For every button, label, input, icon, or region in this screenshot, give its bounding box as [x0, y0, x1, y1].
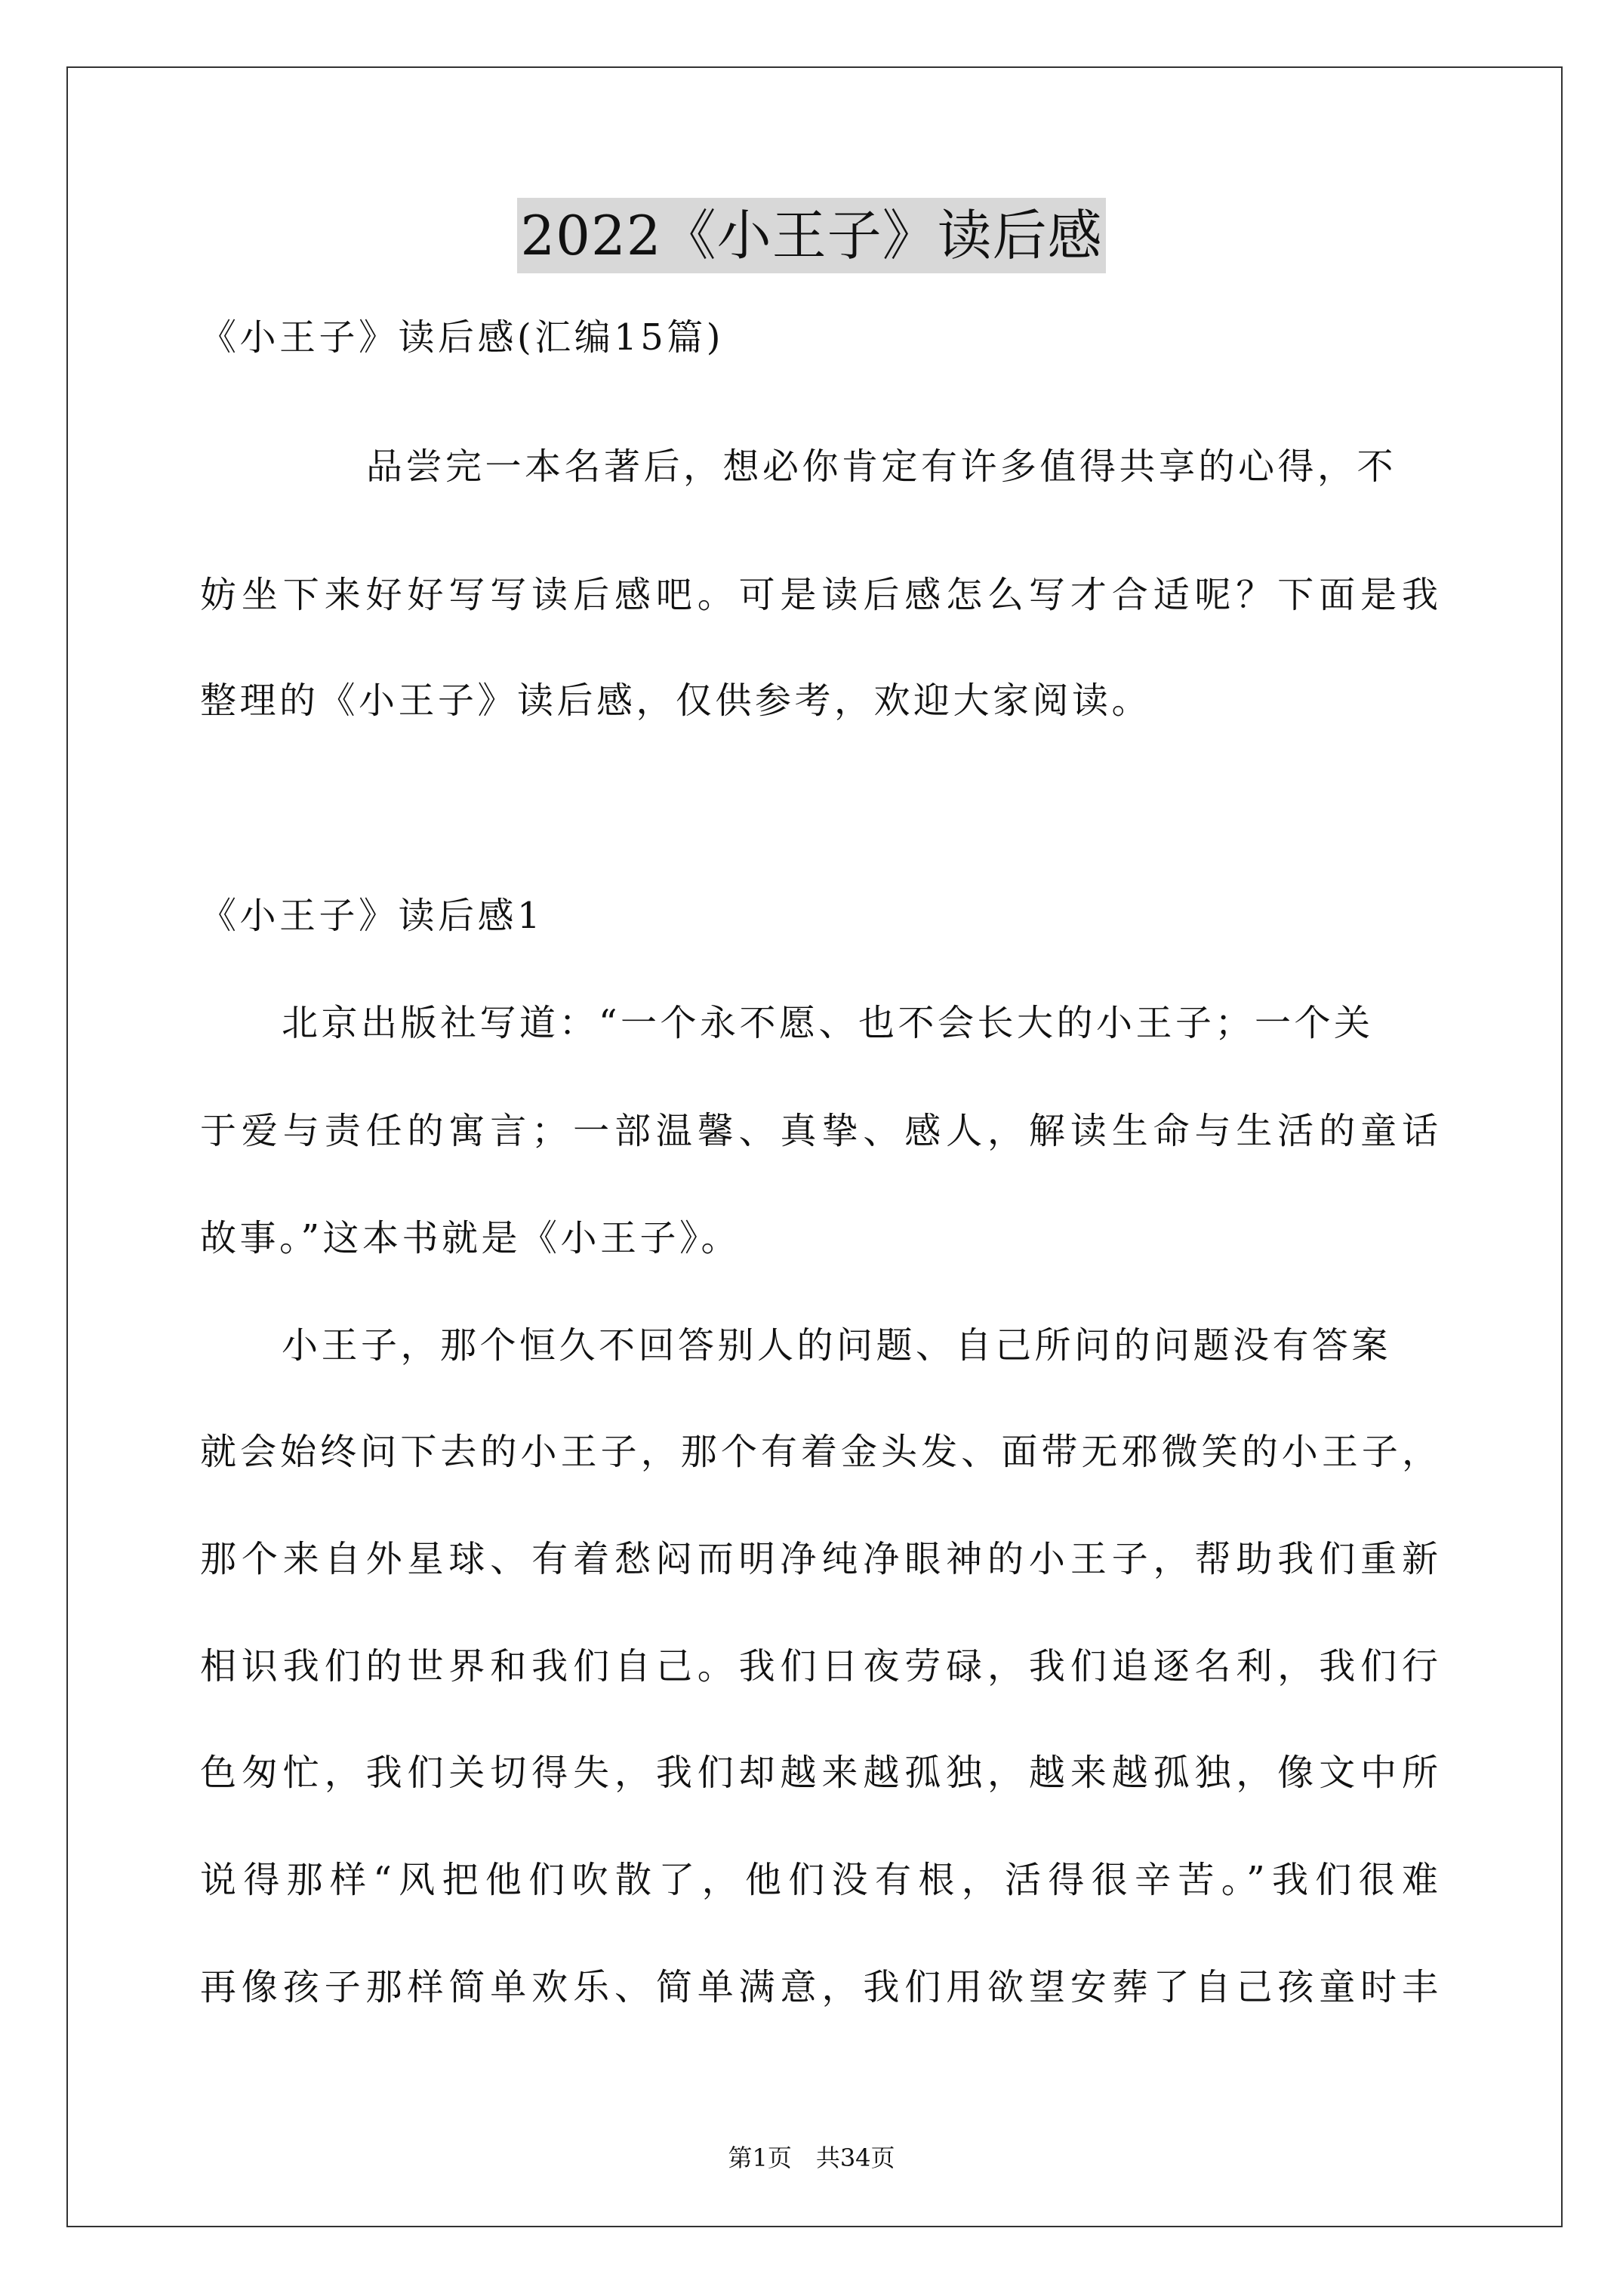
paragraph2-line-1: 小王子，那个恒久不回答别人的问题、自己所问的问题没有答案 [282, 1324, 1392, 1367]
paragraph2-line-6: 说得那样“风把他们吹散了，他们没有根，活得很辛苦。”我们很难 [200, 1859, 1438, 1901]
intro-line-1: 品尝完一本名著后，想必你肯定有许多值得共享的心得，不 [366, 445, 1397, 488]
paragraph1-line-2: 于爱与责任的寓言；一部温馨、真挚、感人，解读生命与生活的童话 [200, 1110, 1438, 1152]
paragraph1-line-1: 北京出版社写道：“一个永不愿、也不会长大的小王子；一个关 [282, 1002, 1374, 1044]
section-heading: 《小王子》读后感1 [200, 895, 544, 937]
page-footer: 第1页 共34页 [728, 2143, 895, 2172]
title-container [0, 198, 1623, 273]
intro-line-3: 整理的《小王子》读后感，仅供参考，欢迎大家阅读。 [200, 680, 1152, 722]
paragraph2-line-2: 就会始终问下去的小王子，那个有着金头发、面带无邪微笑的小王子， [200, 1431, 1438, 1473]
paragraph2-line-5: 色匆忙，我们关切得失，我们却越来越孤独，越来越孤独，像文中所 [200, 1752, 1438, 1794]
paragraph1-line-3: 故事。”这本书就是《小王子》。 [200, 1217, 741, 1259]
paragraph2-line-7: 再像孩子那样简单欢乐、简单满意，我们用欲望安葬了自己孩童时丰 [200, 1966, 1438, 2008]
intro-line-2: 妨坐下来好好写写读后感吧。可是读后感怎么写才合适呢？下面是我 [200, 574, 1438, 616]
paragraph2-line-4: 相识我们的世界和我们自己。我们日夜劳碌，我们追逐名利，我们行 [200, 1645, 1438, 1687]
paragraph2-line-3: 那个来自外星球、有着愁闷而明净纯净眼神的小王子，帮助我们重新 [200, 1538, 1438, 1580]
document-title: 2022《小王子》读后感 [517, 198, 1105, 273]
document-subtitle: 《小王子》读后感(汇编15篇) [200, 316, 725, 359]
